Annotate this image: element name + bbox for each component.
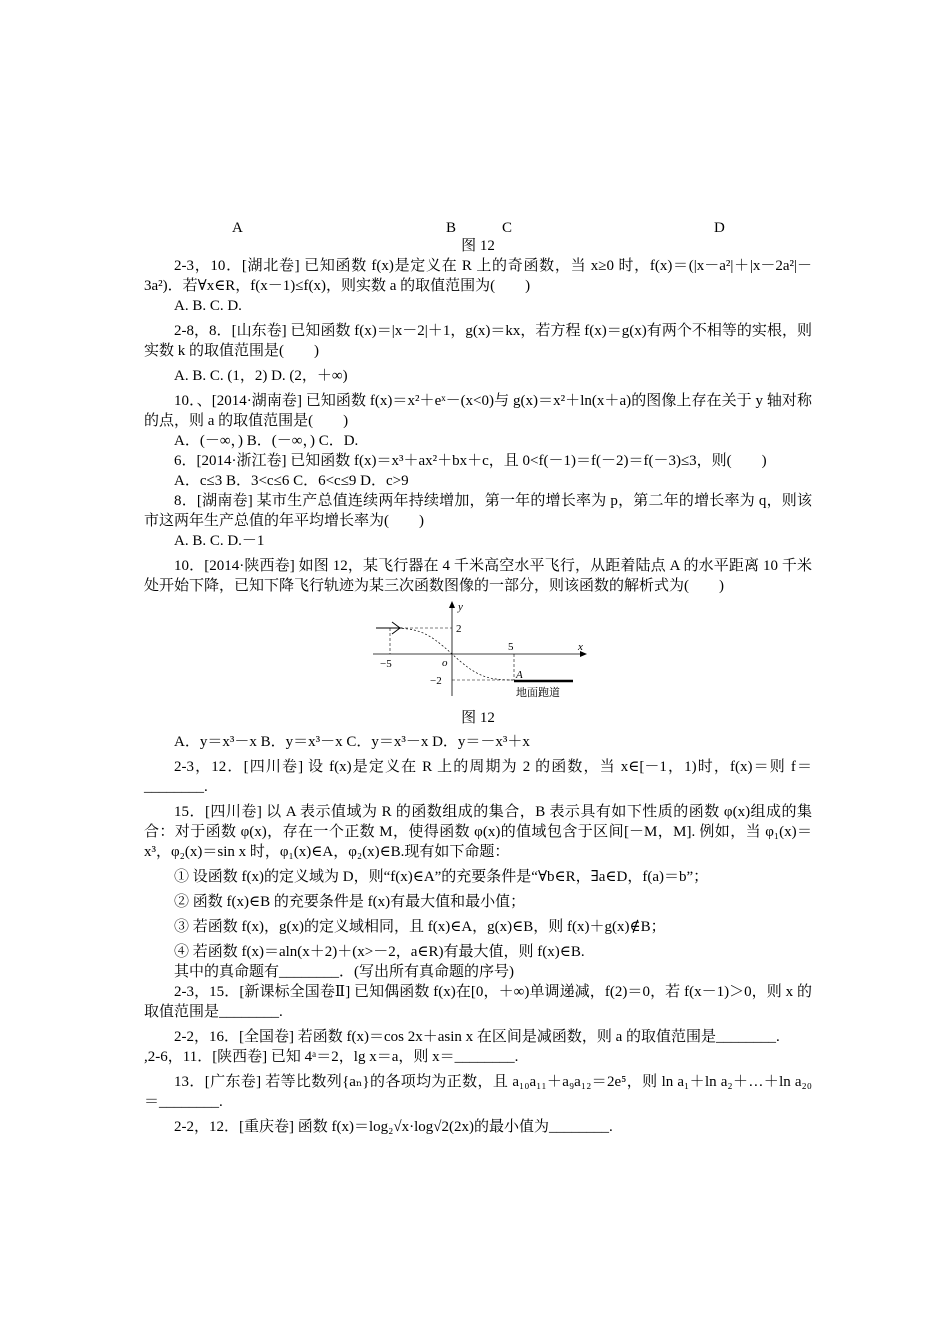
runway-label: 地面跑道 (516, 687, 560, 699)
point-a-label: A (516, 669, 523, 681)
questions-block-1 (144, 256, 812, 596)
figure-option-labels (144, 214, 812, 236)
origin-label: o (442, 657, 448, 669)
question-paragraph: A．y＝x³－x B．y＝x³－x C．y＝x³－x D．y＝－x³＋x (174, 734, 530, 750)
question-paragraph: A. B. C. D.－1 (174, 533, 265, 549)
question-paragraph: A．c≤3 B．3<c≤6 C．6<c≤9 D．c>9 (174, 473, 409, 489)
option-label-c: C (502, 220, 513, 236)
question-paragraph: A. B. C. (1，2) D. (2，＋∞) (174, 368, 348, 384)
document-page (144, 214, 812, 1137)
question-paragraph: 2-3，12．[四川卷] 设 f(x)是定义在 R 上的周期为 2 的函数，当 x∈[－1，1)时，f(x)＝则 f＝________. (144, 759, 812, 795)
question-paragraph: A．(－∞，) B．(－∞，) C．D. (174, 433, 359, 449)
question-paragraph: ① 设函数 f(x)的定义域为 D，则“f(x)∈A”的充要条件是“∀b∈R，∃a∈D，f(a)＝b”； (174, 869, 709, 885)
question-paragraph: 15．[四川卷] 以 A 表示值域为 R 的函数组成的集合，B 表示具有如下性质的函数 φ(x)组成的集合：对于函数 φ(x)，存在一个正数 M，使得函数 φ(x)的值域包含于区间[－M，M]. 例如，当 φ₁(x)＝x³，φ₂(x)＝sin x 时，φ₁(x)∈A，φ₂(x)∈B.现有如下命题： (144, 804, 812, 860)
question-paragraph: A. B. C. D. (174, 298, 242, 314)
x-tick-left: −5 (380, 658, 392, 670)
y-axis-label: y (458, 601, 463, 613)
question-paragraph: 13．[广东卷] 若等比数列{aₙ}的各项均为正数，且 a₁₀a₁₁＋a₉a₁₂＝2e⁵，则 ln a₁＋ln a₂＋…＋ln a₂₀＝________. (144, 1074, 812, 1110)
question-paragraph: 其中的真命题有________．(写出所有真命题的序号) (174, 964, 514, 980)
option-label-b: B (446, 220, 457, 236)
question-paragraph: 2-3，15．[新课标全国卷Ⅱ] 已知偶函数 f(x)在[0，＋∞)单调递减，f(2)＝0，若 f(x－1)＞0，则 x 的取值范围是________. (144, 984, 812, 1020)
question-paragraph: 10．[2014·陕西卷] 如图 12，某飞行器在 4 千米高空水平飞行，从距着陆点 A 的水平距离 10 千米处开始下降，已知下降飞行轨迹为某三次函数图像的一部分，则该函数的解析式为( ) (144, 558, 812, 594)
question-paragraph: ② 函数 f(x)∈B 的充要条件是 f(x)有最大值和最小值； (174, 894, 526, 910)
question-paragraph: 10．、[2014·湖南卷] 已知函数 f(x)＝x²＋eˣ－(x<0)与 g(x)＝x²＋ln(x＋a)的图像上存在关于 y 轴对称的点，则 a 的取值范围是( ) (144, 393, 812, 429)
y-axis-arrow (449, 601, 455, 608)
question-paragraph: ④ 若函数 f(x)＝aln(x＋2)＋(x>－2，a∈R)有最大值，则 f(x)∈B. (174, 944, 585, 960)
question-paragraph: 8．[湖南卷] 某市生产总值连续两年持续增加，第一年的增长率为 p，第二年的增长率为 q，则该市这两年生产总值的年平均增长率为( ) (144, 493, 812, 529)
questions-block-2 (144, 732, 812, 1137)
y-tick-top: 2 (456, 623, 462, 635)
question-paragraph: 2-2，12．[重庆卷] 函数 f(x)＝log₂√x·log√2(2x)的最小值为________. (174, 1119, 613, 1135)
option-label-d: D (714, 220, 725, 236)
figure-caption: 图 12 (461, 710, 495, 726)
flight-path-figure (144, 600, 812, 706)
question-paragraph: 2-3，10．[湖北卷] 已知函数 f(x)是定义在 R 上的奇函数，当 x≥0 时，f(x)＝(|x－a²|＋|x－2a²|－3a²)．若∀x∈R，f(x－1)≤f(x)，则实数 a 的取值范围为( ) (144, 258, 812, 294)
figure-caption-top: 图 12 (461, 238, 495, 254)
x-tick-right: 5 (508, 641, 514, 653)
x-axis-label: x (578, 641, 583, 653)
flight-path-diagram (368, 600, 588, 700)
y-tick-bottom: −2 (430, 675, 442, 687)
question-paragraph: 2-8，8．[山东卷] 已知函数 f(x)＝|x－2|＋1，g(x)＝kx，若方程 f(x)＝g(x)有两个不相等的实根，则实数 k 的取值范围是( ) (144, 323, 812, 359)
question-paragraph: ③ 若函数 f(x)，g(x)的定义域相同，且 f(x)∈A，g(x)∈B，则 f(x)＋g(x)∉B； (174, 919, 666, 935)
question-paragraph: ,2-6，11．[陕西卷] 已知 4ᵃ＝2，lg x＝a，则 x＝________. (144, 1049, 519, 1065)
option-label-a: A (232, 220, 243, 236)
question-paragraph: 2-2，16．[全国卷] 若函数 f(x)＝cos 2x＋asin x 在区间是减函数，则 a 的取值范围是________. (174, 1029, 780, 1045)
question-paragraph: 6．[2014·浙江卷] 已知函数 f(x)＝x³＋ax²＋bx＋c，且 0<f(－1)＝f(－2)＝f(－3)≤3，则( ) (174, 453, 767, 469)
